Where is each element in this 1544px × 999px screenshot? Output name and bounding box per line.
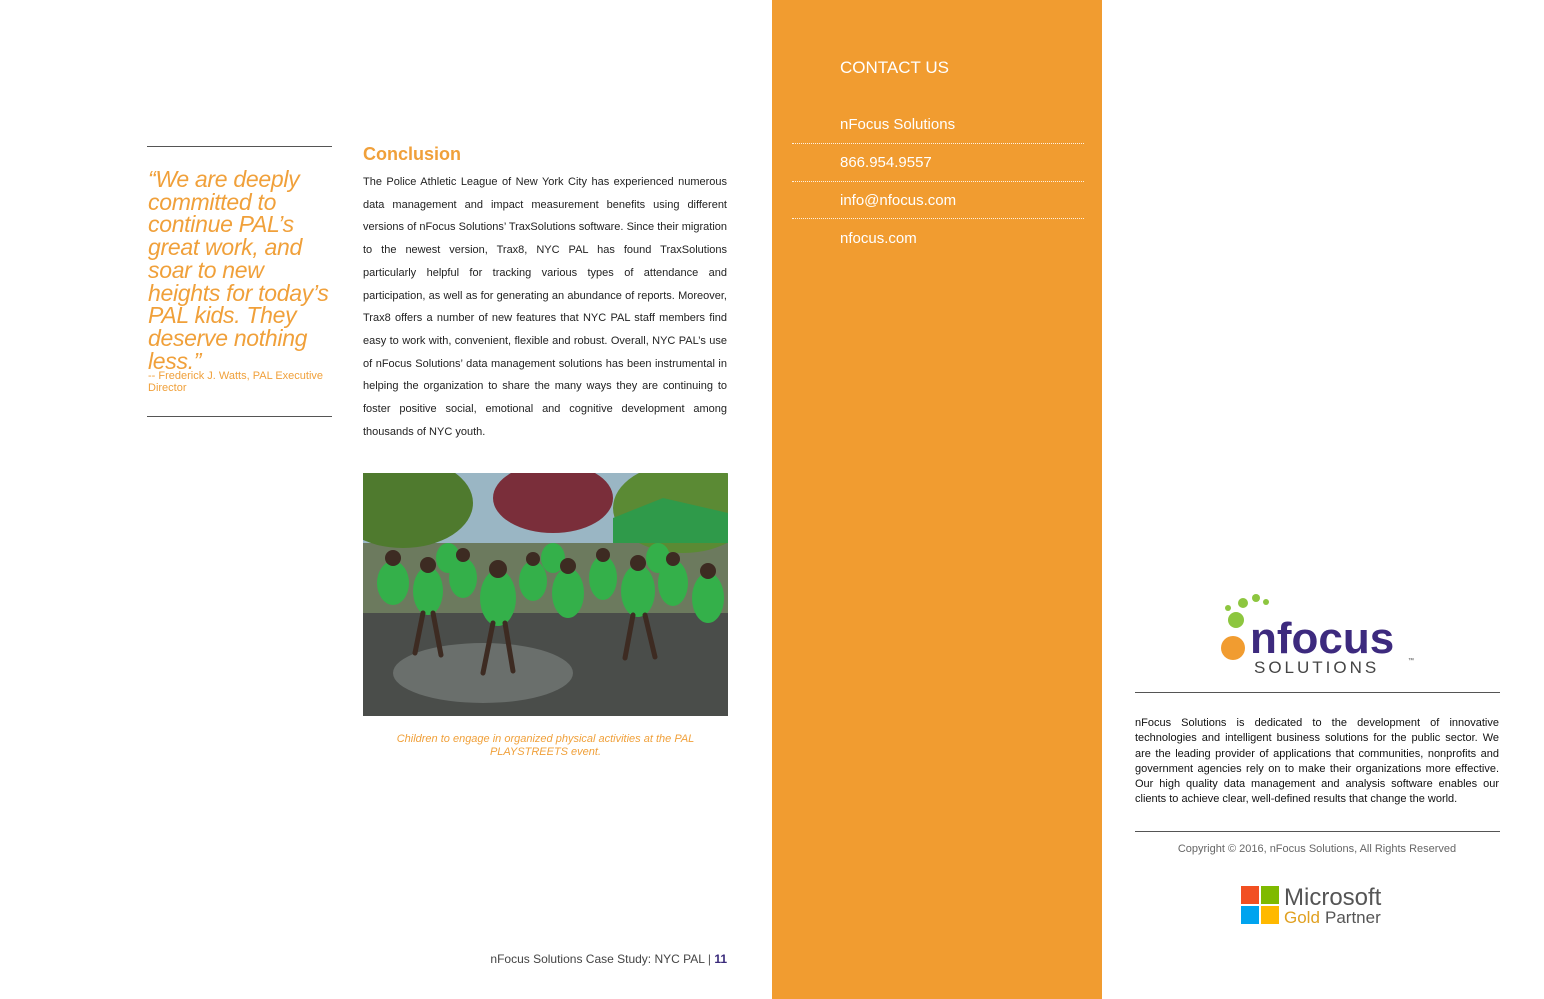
ms-green-square [1261, 886, 1279, 904]
contact-website[interactable]: nfocus.com [840, 230, 917, 247]
logo-subtitle: SOLUTIONS [1254, 658, 1380, 677]
ms-red-square [1241, 886, 1259, 904]
contact-phone[interactable]: 866.954.9557 [840, 154, 932, 171]
contact-divider [792, 143, 1084, 144]
contact-divider [792, 218, 1084, 219]
ms-blue-square [1241, 906, 1259, 924]
page-footer [380, 952, 727, 966]
photo-caption: Children to engage in organized physical activities at the PAL PLAYSTREETS event. [396, 733, 695, 758]
ms-yellow-square [1261, 906, 1279, 924]
conclusion-body: The Police Athletic League of New York City has experienced numerous data management and impact measurement benefits using different versions of nFocus Solutions’ TraxSolutions software. Since their migration to the newest version, Trax8, NYC PAL has found TraxSolutions particularly helpful for tracking various types of attendance and participation, as well as for generating an abundance of reports. Moreover, Trax8 offers a number of new features that NYC PAL staff members find easy to work with, convenient, flexible and robust. Overall, NYC PAL’s use of nFocus Solutions’ data management solutions has been instrumental in helping the organization to share the many ways they are continuing to foster positive social, emotional and cognitive development among thousands of NYC youth. [363, 176, 727, 438]
contact-title: CONTACT US [840, 58, 949, 77]
event-photo [363, 473, 728, 716]
logo-green-dot [1225, 605, 1231, 611]
ms-gold: Gold [1284, 908, 1320, 927]
event-photo-illustration [363, 473, 728, 716]
ms-partner: Partner [1325, 908, 1381, 927]
about-text: nFocus Solutions is dedicated to the development of innovative technologies and intelligent business solutions for the public sector. We are the leading provider of applications that communities, nonprofits and government agencies rely on to make their organizations more effective. Our high quality data management and analysis software enables our clients to achieve clear, well-defined results that change the world. [1135, 717, 1499, 806]
about-top-rule [1135, 692, 1500, 693]
quote-attribution: -- Frederick J. Watts, PAL Executive Director [148, 370, 324, 394]
contact-company: nFocus Solutions [840, 116, 956, 133]
footer-label: nFocus Solutions Case Study: NYC PAL [490, 952, 705, 966]
logo-green-dot [1263, 599, 1269, 605]
logo-trademark: ™ [1408, 658, 1414, 664]
contact-divider [792, 181, 1084, 182]
nfocus-logo [1218, 590, 1418, 680]
microsoft-gold-partner-logo [1240, 884, 1400, 928]
contact-email[interactable]: info@nfocus.com [840, 192, 957, 209]
logo-wordmark: nfocus [1250, 614, 1395, 663]
logo-green-dot [1238, 598, 1248, 608]
ms-wordmark: Microsoft [1284, 884, 1382, 911]
pull-quote: “We are deeply committed to continue PAL’s great work, and soar to new heights for today’s PAL kids. They deserve nothing less.” [148, 166, 329, 374]
conclusion-heading: Conclusion [363, 144, 461, 164]
contact-panel [772, 0, 1102, 999]
logo-green-dot [1252, 594, 1260, 602]
page-number: 11 [714, 952, 727, 966]
footer-separator: | [707, 952, 711, 966]
logo-orange-dot [1221, 636, 1245, 660]
about-bottom-rule [1135, 831, 1500, 832]
quote-bottom-rule [147, 416, 332, 417]
copyright: Copyright © 2016, nFocus Solutions, All Rights Reserved [1177, 843, 1457, 855]
logo-green-dot [1228, 612, 1244, 628]
quote-top-rule [147, 146, 332, 147]
